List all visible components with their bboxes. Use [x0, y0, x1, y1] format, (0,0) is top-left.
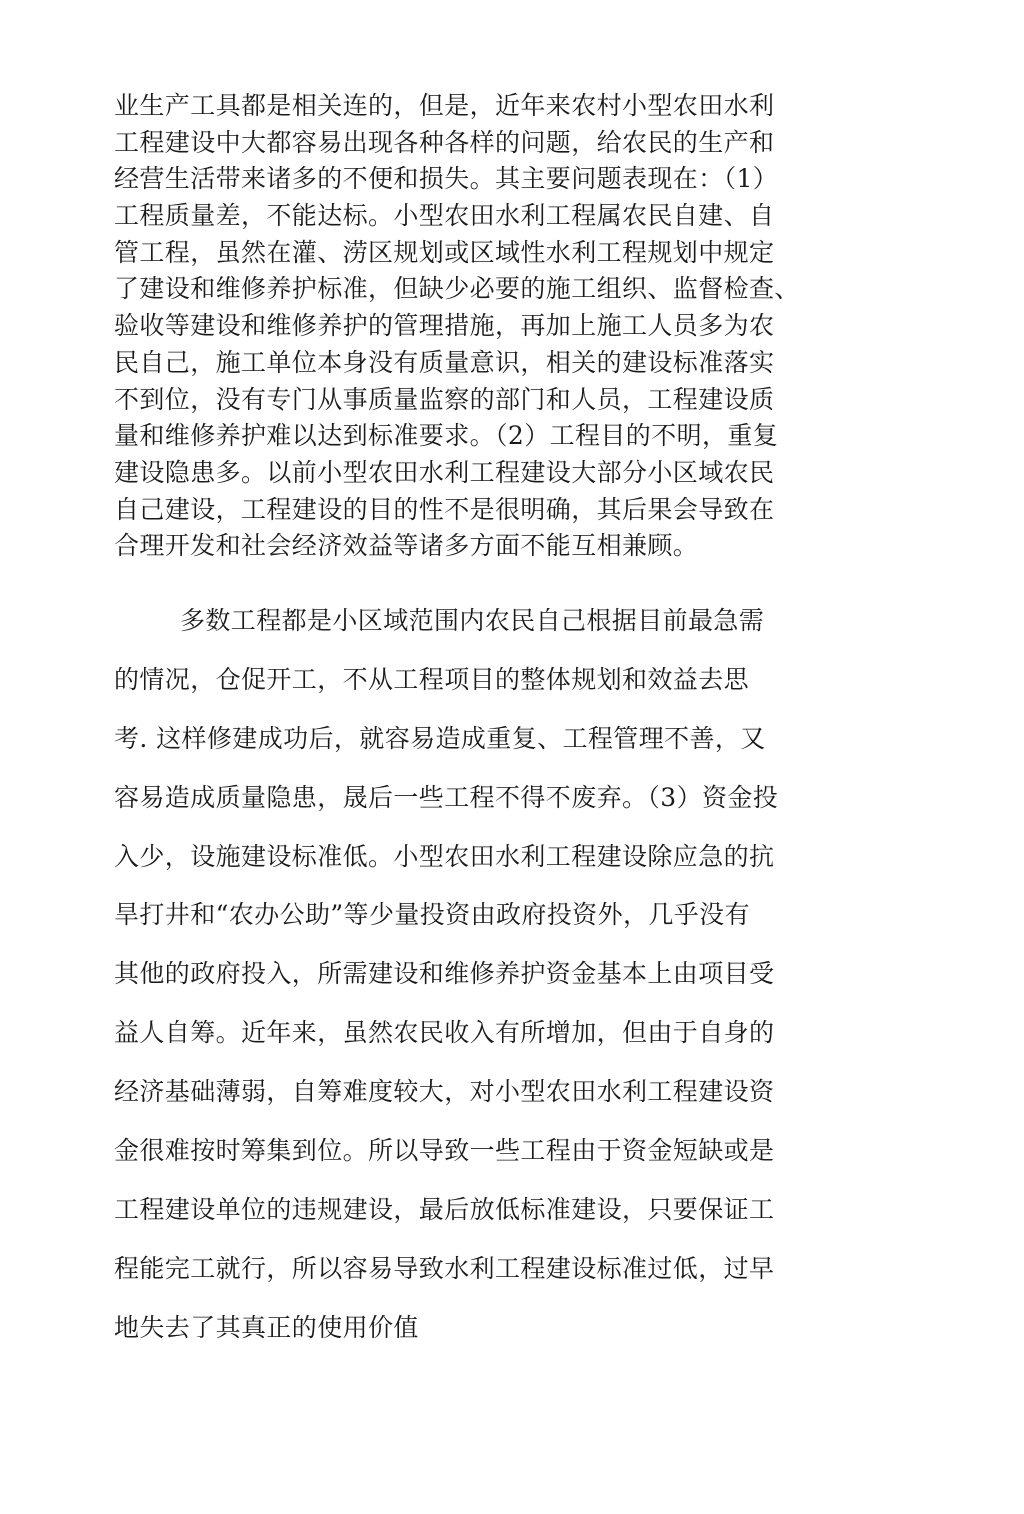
text-line-indented: 多数工程都是小区域范围内农民自己根据目前最急需: [180, 606, 765, 635]
text-line: 量和维修养护难以达到标准要求。（2）工程目的不明，重复: [114, 421, 779, 451]
text-line: 合理开发和社会经济效益等诸多方面不能互相兼顾。: [114, 531, 699, 561]
text-line: 民自己，施工单位本身没有质量意识，相关的建设标准落实: [114, 347, 775, 377]
paragraph-2: [114, 592, 894, 1358]
text-line: 建设隐患多。以前小型农田水利工程建设大部分小区域农民: [114, 457, 775, 487]
text-line: 工程质量差，不能达标。小型农田水利工程属农民自建、自: [114, 201, 775, 231]
text-line: 旱打井和“农办公助”等少量投资由政府投资外，几乎没有: [114, 900, 750, 930]
text-line: 程能完工就行，所以容易导致水利工程建设标准过低，过早: [114, 1253, 775, 1283]
text-line: 考. 这样修建成功后，就容易造成重复、工程管理不善，又: [114, 723, 766, 753]
text-line: 验收等建设和维修养护的管理措施，再加上施工人员多为农: [114, 311, 775, 341]
text-line: 不到位，没有专门从事质量监察的部门和人员，工程建设质: [114, 384, 775, 414]
text-line: 的情况，仓促开工，不从工程项目的整体规划和效益去思: [114, 664, 750, 694]
text-line: 益人自筹。近年来，虽然农民收入有所增加，但由于自身的: [114, 1018, 775, 1048]
text-line: 工程建设中大都容易出现各种各样的问题，给农民的生产和: [114, 127, 775, 157]
text-line: 自己建设，工程建设的目的性不是很明确，其后果会导致在: [114, 494, 775, 524]
text-line: 管工程，虽然在灌、涝区规划或区域性水利工程规划中规定: [114, 237, 775, 267]
text-line: 了建设和维修养护标准，但缺少必要的施工组织、监督检查、: [114, 274, 800, 304]
text-line: 经济基础薄弱，自筹难度较大，对小型农田水利工程建设资: [114, 1077, 775, 1107]
text-line: 业生产工具都是相关连的，但是，近年来农村小型农田水利: [114, 91, 775, 120]
text-line: 其他的政府投入，所需建设和维修养护资金基本上由项目受: [114, 959, 775, 989]
paragraph-1: [114, 88, 894, 565]
text-line: 金很难按时筹集到位。所以导致一些工程由于资金短缺或是: [114, 1136, 775, 1166]
text-line: 地失去了其真正的使用价值: [114, 1312, 419, 1342]
text-line: 入少，设施建设标准低。小型农田水利工程建设除应急的抗: [114, 841, 775, 871]
text-line: 工程建设单位的违规建设，最后放低标准建设，只要保证工: [114, 1194, 775, 1224]
text-line: 容易造成质量隐患，晟后一些工程不得不废弃。（3）资金投: [114, 782, 779, 812]
text-line: 经营生活带来诸多的不便和损失。其主要问题表现在：（1）: [114, 164, 779, 194]
